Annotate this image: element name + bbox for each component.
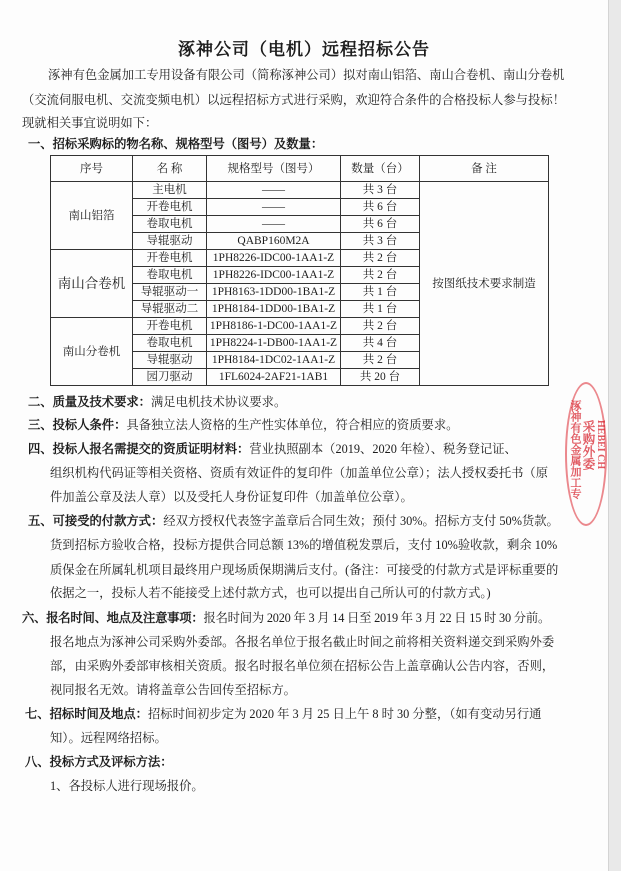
- quantity-cell: 共 2 台: [341, 318, 420, 335]
- remark-cell: 按图纸技术要求制造: [420, 182, 549, 386]
- section-4-label: 四、投标人报名需提交的资质证明材料：: [28, 442, 250, 456]
- section-6-line: 视同报名无效。请将盖章公告回传至招标方。: [50, 683, 296, 697]
- quantity-cell: 共 3 台: [341, 233, 420, 250]
- section-6-text: 报名时间为 2020 年 3 月 14 日至 2019 年 3 月 22 日 15 时 30 分前。: [203, 611, 551, 625]
- group-name-cell: 南山合卷机: [51, 250, 133, 318]
- quantity-cell: 共 2 台: [341, 352, 420, 369]
- section-4-line: 组织机构代码证等相关资格、资质有效证件的复印件（加盖单位公章）；法人授权委托书（原: [50, 466, 549, 480]
- model-cell: 1PH8226-IDC00-1AA1-Z: [207, 267, 341, 284]
- item-name-cell: 卷取电机: [133, 216, 207, 233]
- section-5-line: 质保金在所属轧机项目最终用户现场质保期满后支付。(备注：可接受的付款方式是评标重要的: [50, 563, 559, 577]
- quantity-cell: 共 3 台: [341, 182, 420, 199]
- item-name-cell: 开卷电机: [133, 199, 207, 216]
- section-3-label: 三、投标人条件：: [28, 418, 127, 432]
- seal-bottom-text: HEBEI CH: [595, 420, 606, 470]
- page-title: 涿神公司（电机）远程招标公告: [178, 40, 430, 59]
- section-2: [28, 393, 286, 411]
- quantity-cell: 共 4 台: [341, 335, 420, 352]
- section-5-line: 货到招标方验收合格，投标方提供合同总额 13%的增值税发票后，支付 10%验收款，剩余 10%: [50, 538, 558, 552]
- column-header: 序号: [51, 156, 133, 182]
- intro-line: 现就相关事宜说明如下：: [22, 116, 158, 130]
- column-header: 数量（台）: [341, 156, 420, 182]
- intro-line: （交流伺服电机、交流变频电机）以远程招标方式进行采购，欢迎符合条件的合格投标人参与投标！: [22, 93, 565, 107]
- seal-outer-text: 涿神有色金属加工专: [569, 400, 581, 499]
- item-name-cell: 开卷电机: [133, 250, 207, 267]
- column-header: 名 称: [133, 156, 207, 182]
- model-cell: ——: [207, 182, 341, 199]
- model-cell: 1PH8184-1DD00-1BA1-Z: [207, 301, 341, 318]
- quantity-cell: 共 6 台: [341, 216, 420, 233]
- section-2-text: 满足电机技术协议要求。: [150, 395, 287, 409]
- section-4-text: 营业执照副本（2019、2020 年检）、税务登记证、: [249, 442, 517, 456]
- item-name-cell: 卷取电机: [133, 335, 207, 352]
- model-cell: 1PH8163-1DD00-1BA1-Z: [207, 284, 341, 301]
- model-cell: ——: [207, 216, 341, 233]
- item-name-cell: 园刀驱动: [133, 369, 207, 386]
- table-row: [51, 182, 549, 199]
- section-7-line: 知）。远程网络招标。: [50, 731, 167, 745]
- quantity-cell: 共 2 台: [341, 250, 420, 267]
- model-cell: 1PH8184-1DC02-1AA1-Z: [207, 352, 341, 369]
- item-name-cell: 导辊驱动一: [133, 284, 207, 301]
- section-6-line: 报名地点为涿神公司采购外委部。各报名单位于报名截止时间之前将相关资料递交到采购外委: [50, 635, 555, 649]
- section-2-label: 二、质量及技术要求：: [28, 395, 151, 409]
- model-cell: 1PH8186-1-DC00-1AA1-Z: [207, 318, 341, 335]
- column-header: 规格型号（图号）: [207, 156, 341, 182]
- section-5-line: 依据之一，投标人若不能接受上述付款方式，也可以提出自己所认可的付款方式。): [50, 586, 491, 600]
- section-5-text: 经双方授权代表签字盖章后合同生效；预付 30%。招标方支付 50%货款。: [163, 514, 559, 528]
- section-4-line: 件加盖公章及法人章）以及受托人身份证复印件（加盖单位公章）。: [50, 490, 413, 504]
- section-5: [28, 512, 559, 530]
- table-header-row: [51, 156, 549, 182]
- item-name-cell: 主电机: [133, 182, 207, 199]
- quantity-cell: 共 1 台: [341, 284, 420, 301]
- section-6-line: 部，由采购外委部审核相关资质。报名时报名单位须在招标公告上盖章确认公告内容，否则，: [50, 659, 555, 673]
- item-name-cell: 开卷电机: [133, 318, 207, 335]
- item-name-cell: 卷取电机: [133, 267, 207, 284]
- group-name-cell: 南山分卷机: [51, 318, 133, 386]
- section-5-label: 五、可接受的付款方式：: [28, 514, 164, 528]
- section-8-line: 1、各投标人进行现场报价。: [50, 779, 204, 793]
- item-name-cell: 导辊驱动: [133, 352, 207, 369]
- section-7-text: 招标时间初步定为 2020 年 3 月 25 日上午 8 时 30 分整，（如有变动另行通: [147, 707, 542, 721]
- column-header: 备 注: [420, 156, 549, 182]
- model-cell: 1PH8226-IDC00-1AA1-Z: [207, 250, 341, 267]
- scan-edge: [608, 0, 621, 871]
- item-name-cell: 导辊驱动二: [133, 301, 207, 318]
- section-7-label: 七、招标时间及地点：: [25, 707, 148, 721]
- section-3: [28, 416, 458, 434]
- model-cell: ——: [207, 199, 341, 216]
- section-6-label: 六、报名时间、地点及注意事项：: [22, 611, 204, 625]
- quantity-cell: 共 20 台: [341, 369, 420, 386]
- procurement-table: [50, 155, 549, 386]
- section-8-heading: 八、投标方式及评标方法：: [25, 755, 173, 769]
- model-cell: 1PH8224-1-DB00-1AA1-Z: [207, 335, 341, 352]
- section-4: [28, 440, 517, 458]
- quantity-cell: 共 2 台: [341, 267, 420, 284]
- item-name-cell: 导辊驱动: [133, 233, 207, 250]
- section-3-text: 具备独立法人资格的生产性实体单位，符合相应的资质要求。: [126, 418, 459, 432]
- seal-inner-text: 采购外委: [581, 420, 595, 470]
- group-name-cell: 南山铝箔: [51, 182, 133, 250]
- section-7: [25, 705, 541, 723]
- intro-line: 涿神有色金属加工专用设备有限公司（简称涿神公司）拟对南山铝箔、南山合卷机、南山分卷机: [48, 68, 565, 82]
- quantity-cell: 共 6 台: [341, 199, 420, 216]
- section-1-heading: 一、招标采购标的物名称、规格型号（图号）及数量：: [28, 137, 324, 151]
- section-6: [22, 609, 550, 627]
- quantity-cell: 共 1 台: [341, 301, 420, 318]
- model-cell: QABP160M2A: [207, 233, 341, 250]
- model-cell: 1FL6024-2AF21-1AB1: [207, 369, 341, 386]
